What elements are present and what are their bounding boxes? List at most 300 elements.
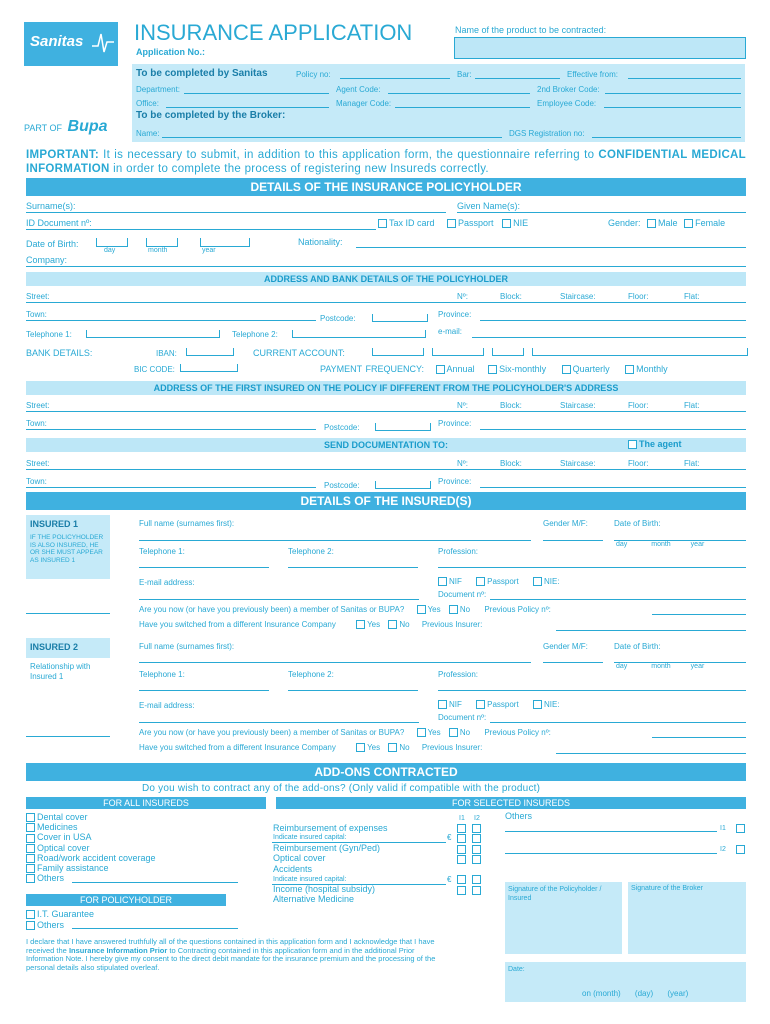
flat2-label: Flat: (684, 401, 700, 410)
income-label: Income (hospital subsidy) (273, 884, 376, 894)
broker-name-field[interactable] (162, 137, 502, 138)
six-monthly-checkbox[interactable] (488, 365, 497, 374)
broker-section-title: To be completed by the Broker: (136, 110, 286, 121)
insured1-email-label: E-mail address: (139, 578, 195, 587)
addon-item (26, 822, 156, 832)
ph-addon-label: I.T. Guarantee (37, 909, 95, 919)
insured1-previous-insurer-label: Previous Insurer: (421, 620, 483, 629)
sel-checkbox[interactable] (457, 834, 466, 843)
street2-field[interactable] (26, 411, 746, 412)
street3-label: Street: (26, 459, 50, 468)
accidents-label: Accidents (273, 863, 313, 874)
selected-addons-list (273, 843, 380, 874)
staircase-label: Staircase: (560, 292, 596, 301)
insured1-nif-label: NIF (449, 577, 462, 586)
bic-field[interactable] (180, 364, 238, 372)
insured1-switched-row (139, 620, 482, 629)
policyholder-addons-list (26, 909, 94, 930)
date-year: (year) (667, 989, 689, 998)
department-field[interactable] (184, 93, 329, 94)
broker-name-label: Name: (136, 129, 160, 138)
insured2-nie-checkbox[interactable] (533, 700, 542, 709)
col-i1: I1 (459, 815, 465, 822)
staircase2-label: Staircase: (560, 401, 596, 410)
current-account-label: CURRENT ACCOUNT: (253, 348, 345, 358)
insured2-gender-label: Gender M/F: (543, 642, 588, 651)
policy-no-label: Policy no: (296, 70, 331, 79)
first-insured-address-heading: ADDRESS OF THE FIRST INSURED ON THE POLICY IF DIFFERENT FROM THE POLICYHOLDER'S ADDRESS (26, 381, 746, 395)
addon-label: Medicines (37, 822, 78, 833)
others-i2-checkbox[interactable] (736, 845, 745, 854)
telephone2-label: Telephone 2: (232, 330, 278, 339)
policyholder-heading: DETAILS OF THE INSURANCE POLICYHOLDER (26, 178, 746, 196)
insured1-profession-field[interactable] (438, 567, 746, 568)
ph-addon-label: Others (37, 919, 65, 930)
insured2-switched-no-label: No (399, 743, 410, 752)
insured2-tel2-field[interactable] (288, 690, 418, 691)
province-field[interactable] (480, 320, 746, 321)
insured1-gender-field[interactable] (543, 540, 603, 541)
insured1-doc-options (438, 577, 560, 586)
insured2-fullname-label: Full name (surnames first): (139, 642, 235, 651)
province2-label: Province: (438, 419, 472, 428)
insured1-profession-label: Profession: (438, 547, 479, 556)
passport-label: Passport (458, 218, 494, 228)
surnames-label: Surname(s): (26, 201, 76, 211)
insured1-member-row (139, 605, 551, 614)
addon-checkbox[interactable] (26, 864, 35, 873)
insured2-tel1-label: Telephone 1: (139, 670, 185, 679)
given-names-label: Given Name(s): (457, 201, 521, 211)
account-field-1[interactable] (372, 348, 424, 356)
monthly-checkbox[interactable] (625, 365, 634, 374)
ph-addon-checkbox[interactable] (26, 921, 35, 930)
female-label: Female (695, 218, 726, 228)
sel-checkbox[interactable] (457, 875, 466, 884)
application-no: Application No.: (136, 47, 205, 57)
addon-item (26, 843, 156, 853)
insured1-gender-label: Gender M/F: (543, 519, 588, 528)
given-names-field[interactable] (457, 212, 746, 213)
no3-label: Nº: (457, 459, 468, 468)
optical-label: Optical cover (273, 853, 326, 864)
alt-med-label: Alternative Medicine (273, 894, 355, 905)
insured1-member-question: Are you now (or have you previously been) a member of Sanitas or BUPA? (139, 605, 405, 614)
block2-label: Block: (500, 401, 522, 410)
addon-item (26, 853, 156, 863)
insured1-label: INSURED 1 (30, 519, 79, 529)
quarterly-checkbox[interactable] (562, 365, 571, 374)
insured1-side-field[interactable] (26, 613, 110, 614)
street3-field[interactable] (26, 469, 746, 470)
address-bank-heading: ADDRESS AND BANK DETAILS OF THE POLICYHOLDER (26, 272, 746, 286)
insured1-dob-hints (616, 541, 704, 548)
agent-code-label: Agent Code: (336, 85, 381, 94)
addon-label: Dental cover (37, 812, 88, 822)
reimb-gyn-label: Reimbursement (Gyn/Ped) (273, 843, 381, 853)
dob-month-hint: month (148, 247, 168, 254)
insured2-gender-field[interactable] (543, 662, 603, 663)
dgs-label: DGS Registration no: (509, 129, 585, 138)
gender-options (608, 218, 725, 228)
declaration-text (26, 938, 446, 972)
dob-label: Date of Birth: (26, 239, 79, 249)
manager-code-field[interactable] (395, 107, 530, 108)
sel-checkbox[interactable] (472, 845, 481, 854)
insured1-tel2-label: Telephone 2: (288, 547, 334, 556)
male-checkbox[interactable] (647, 219, 656, 228)
nie-label: NIE (513, 218, 529, 228)
insured2-email-field[interactable] (139, 722, 419, 723)
annual-checkbox[interactable] (436, 365, 445, 374)
account-field-2[interactable] (432, 348, 484, 356)
nie-checkbox[interactable] (502, 219, 511, 228)
addon-checkbox[interactable] (26, 823, 35, 832)
insured1-member-no[interactable] (449, 605, 458, 614)
insured2-passport-checkbox[interactable] (476, 700, 485, 709)
insured2-switched-yes[interactable] (356, 743, 365, 752)
insured1-switched-yes-label: Yes (367, 620, 381, 629)
insured2-email-label: E-mail address: (139, 701, 195, 710)
insured2-switched-question: Have you switched from a different Insurance Company (139, 743, 336, 752)
euro-1: € (447, 833, 452, 842)
insured1-passport-checkbox[interactable] (476, 577, 485, 586)
insured2-side-field[interactable] (26, 736, 110, 737)
addon-label: Others (37, 873, 65, 884)
others-i1-checkbox[interactable] (736, 824, 745, 833)
sel-checkbox[interactable] (457, 824, 466, 833)
department-label: Department: (136, 85, 181, 94)
insured2-member-no[interactable] (449, 728, 458, 737)
flat3-label: Flat: (684, 459, 700, 468)
addon-checkbox[interactable] (26, 874, 35, 883)
province2-field[interactable] (480, 429, 746, 430)
product-label: Name of the product to be contracted: (455, 25, 607, 35)
insured1-switched-yes[interactable] (356, 620, 365, 629)
insured2-dob-hints (616, 663, 704, 670)
insured1-nie-label: NIE: (543, 577, 560, 586)
important-text1: It is necessary to submit, in addition to this application form, the questionnaire referring to (99, 149, 595, 161)
insured1-docno-label: Document nº: (438, 590, 487, 599)
addon-label: Cover in USA (37, 832, 92, 843)
street-field[interactable] (26, 302, 746, 303)
insured2-profession-label: Profession: (438, 670, 479, 679)
sel-checkbox[interactable] (457, 845, 466, 854)
addon-checkbox[interactable] (26, 834, 35, 843)
block-label: Block: (500, 292, 522, 301)
send-docs-title: SEND DOCUMENTATION TO: (324, 440, 448, 450)
agent-checkbox[interactable] (628, 440, 637, 449)
town-field[interactable] (26, 320, 316, 321)
email-field[interactable] (472, 337, 746, 338)
street-label: Street: (26, 292, 50, 301)
insured2-year-hint: year (690, 663, 705, 670)
signature-broker-box (628, 882, 746, 954)
nationality-label: Nationality: (298, 237, 343, 247)
insured1-member-no-label: No (459, 605, 471, 614)
insured1-docno-field[interactable] (490, 599, 746, 600)
important-lead: IMPORTANT: (26, 149, 100, 161)
selected-others-field-1[interactable] (505, 831, 717, 832)
monthly-label: Monthly (636, 364, 668, 374)
insured2-previous-policy-label: Previous Policy nº: (484, 728, 551, 737)
insured1-switched-no[interactable] (388, 620, 397, 629)
addon-item (26, 832, 156, 842)
insured2-switched-yes-label: Yes (367, 743, 381, 752)
insured1-member-yes-label: Yes (427, 605, 441, 614)
street2-label: Street: (26, 401, 50, 410)
indicate-capital-1: Indicate insured capital: (273, 834, 347, 841)
male-label: Male (658, 218, 678, 228)
sanitas-logo (24, 22, 118, 66)
heartbeat-icon (92, 30, 114, 56)
dob-month[interactable] (146, 238, 178, 247)
selected-others-field-2[interactable] (505, 853, 717, 854)
date-label: Date: (508, 966, 525, 973)
quarterly-label: Quarterly (572, 364, 610, 374)
dob-day[interactable] (96, 238, 128, 247)
floor3-label: Floor: (628, 459, 649, 468)
insured1-passport-label: Passport (487, 577, 519, 586)
insured2-docno-field[interactable] (490, 722, 746, 723)
town3-field[interactable] (26, 487, 316, 488)
insured1-nie-checkbox[interactable] (533, 577, 542, 586)
logo-text: Sanitas (30, 33, 84, 50)
indicate-capital-2: Indicate insured capital: (273, 876, 347, 883)
signature-policyholder-label: Signature of the Policyholder / Insured (508, 886, 602, 902)
province3-field[interactable] (480, 487, 746, 488)
reimbursement-label: Reimbursement of expenses (273, 823, 388, 833)
company-field[interactable] (26, 266, 746, 267)
part-of-label (24, 118, 108, 136)
important-conf: CONFIDENTIAL MEDICAL INFORMATION (26, 149, 746, 175)
insured2-label: INSURED 2 (30, 642, 79, 652)
addons-question: Do you wish to contract any of the add-ons? (Only valid if compatible with the product) (142, 783, 541, 794)
addon-checkbox[interactable] (26, 844, 35, 853)
iban-field[interactable] (186, 348, 234, 356)
important-notice (26, 148, 746, 176)
page-title: INSURANCE APPLICATION (134, 20, 413, 45)
staircase3-label: Staircase: (560, 459, 596, 468)
account-field-4[interactable] (532, 348, 748, 356)
for-policyholder-heading: FOR POLICYHOLDER (26, 894, 226, 906)
telephone2-field[interactable] (292, 330, 426, 338)
selected-addons-list-2 (273, 884, 375, 905)
declaration-part2: to Contracting contained in this application form and in the additional Prior Information Note. I hereby give my consent to the direct debit mandate for the insurance premium and the processing of the personal details also stipulated overleaf. (26, 945, 436, 972)
insured2-passport-label: Passport (487, 700, 519, 709)
euro-2: € (447, 875, 452, 884)
office-field[interactable] (166, 107, 329, 108)
telephone1-label: Telephone 1: (26, 330, 72, 339)
sel-checkbox[interactable] (472, 834, 481, 843)
date-month: on (month) (582, 989, 621, 998)
insured2-previous-insurer-field[interactable] (556, 753, 746, 754)
effective-from-field[interactable] (628, 78, 741, 79)
ph-addon-checkbox[interactable] (26, 910, 35, 919)
addons-heading: ADD-ONS CONTRACTED (26, 763, 746, 781)
female-checkbox[interactable] (684, 219, 693, 228)
insured2-member-yes[interactable] (417, 728, 426, 737)
part-of-text: PART OF (24, 123, 63, 133)
insured1-month-hint: month (651, 541, 671, 548)
insureds-heading: DETAILS OF THE INSURED(S) (26, 492, 746, 510)
addon-item (26, 863, 156, 873)
addon-label: Optical cover (37, 842, 90, 853)
town-label: Town: (26, 310, 47, 319)
insured2-switched-no[interactable] (388, 743, 397, 752)
account-field-3[interactable] (492, 348, 524, 356)
office-label: Office: (136, 99, 159, 108)
insured2-nie-label: NIE: (543, 700, 560, 709)
date-parts (582, 989, 688, 998)
insured1-tel2-field[interactable] (288, 567, 418, 568)
town2-field[interactable] (26, 429, 316, 430)
surnames-field[interactable] (26, 212, 446, 213)
product-input[interactable] (454, 37, 746, 59)
insured2-docno-label: Document nº: (438, 713, 487, 722)
postcode3-label-visible: Postcode: (324, 481, 360, 490)
postcode-label: Postcode: (320, 314, 356, 323)
broker2-code-field[interactable] (605, 93, 741, 94)
insured2-month-hint: month (651, 663, 671, 670)
id-doc-label: ID Document nº: (26, 218, 92, 228)
gender-label: Gender: (608, 218, 641, 228)
employee-code-label: Employee Code: (537, 99, 597, 108)
signature-broker-label: Signature of the Broker (631, 885, 703, 892)
insured2-tel1-field[interactable] (139, 690, 269, 691)
insured1-previous-policy-field[interactable] (652, 614, 746, 615)
payment-frequency-label: PAYMENT FREQUENCY: (320, 364, 425, 374)
insured1-email-field[interactable] (139, 599, 419, 600)
id-type-options (378, 218, 528, 228)
no-label: Nº: (457, 292, 468, 301)
id-doc-field[interactable] (26, 229, 376, 230)
insured1-fullname-label: Full name (surnames first): (139, 519, 235, 528)
others-i2: I2 (720, 846, 726, 853)
addon-checkbox[interactable] (26, 813, 35, 822)
insured1-previous-policy-label: Previous Policy nº: (484, 605, 551, 614)
insured2-member-no-label: No (459, 728, 471, 737)
important-text2: in order to complete the process of registering new Insureds correctly. (109, 163, 489, 175)
insured1-tel1-label: Telephone 1: (139, 547, 185, 556)
relationship-label: Relationship with Insured 1 (30, 662, 91, 681)
addon-label: Family assistance (37, 863, 109, 874)
dob-day-hint: day (104, 247, 116, 254)
insured2-previous-policy-field[interactable] (652, 737, 746, 738)
payment-frequency (320, 364, 668, 374)
for-all-heading: FOR ALL INSUREDS (26, 797, 266, 809)
others-i1: I1 (720, 825, 726, 832)
addon-item (26, 812, 156, 822)
insured1-fullname-field[interactable] (139, 540, 531, 541)
insured1-tel1-field[interactable] (139, 567, 269, 568)
insured2-switched-row (139, 743, 482, 752)
insured2-previous-insurer-label: Previous Insurer: (421, 743, 483, 752)
postcode2-field[interactable] (375, 423, 431, 431)
bupa-logo: Bupa (67, 118, 108, 135)
insured1-note: IF THE POLICYHOLDER IS ALSO INSURED, HE OR SHE MUST APPEAR AS INSURED 1 (30, 534, 104, 564)
email-label: e-mail: (438, 327, 463, 336)
addon-checkbox[interactable] (26, 854, 35, 863)
selected-others-label: Others (505, 811, 533, 821)
policy-no-field[interactable] (340, 78, 450, 79)
sel-checkbox[interactable] (472, 875, 481, 884)
declaration-bold: Insurance Information Prior (68, 945, 168, 955)
sel-checkbox[interactable] (457, 855, 466, 864)
ph-addon-item (26, 909, 94, 920)
ph-others-field[interactable] (72, 928, 238, 929)
nationality-field[interactable] (356, 247, 746, 248)
insured2-member-row (139, 728, 551, 737)
employee-code-field[interactable] (604, 107, 741, 108)
declaration-part1: I declare that I have answered truthfully all of the questions contained in this application form and I acknowledge that I have received the (26, 937, 435, 955)
postcode3-field[interactable] (375, 481, 431, 489)
insured2-doc-options (438, 700, 560, 709)
dgs-field[interactable] (592, 137, 741, 138)
for-selected-heading: FOR SELECTED INSUREDS (276, 797, 746, 809)
telephone1-field[interactable] (86, 330, 220, 338)
insured2-nif-label: NIF (449, 700, 462, 709)
sel-checkbox[interactable] (472, 855, 481, 864)
province-label: Province: (438, 310, 472, 319)
agent-label: The agent (639, 439, 682, 449)
sanitas-section-title: To be completed by Sanitas (136, 68, 268, 79)
sel-checkbox[interactable] (457, 886, 466, 895)
insured1-switched-no-label: No (399, 620, 410, 629)
tax-id-checkbox[interactable] (378, 219, 387, 228)
all-others-field[interactable] (72, 882, 238, 883)
province3-label: Province: (438, 477, 472, 486)
col-i2: I2 (474, 815, 480, 822)
dob-year[interactable] (200, 238, 250, 247)
six-monthly-label: Six-monthly (499, 364, 547, 374)
selected-checkbox-grid (457, 823, 487, 895)
block3-label: Block: (500, 459, 522, 468)
insured2-member-yes-label: Yes (427, 728, 441, 737)
insured2-fullname-field[interactable] (139, 662, 531, 663)
sel-checkbox[interactable] (472, 886, 481, 895)
passport-checkbox[interactable] (447, 219, 456, 228)
company-label: Company: (26, 255, 68, 265)
insured2-profession-field[interactable] (438, 690, 746, 691)
broker2-code-label: 2nd Broker Code: (537, 85, 600, 94)
bar-field[interactable] (475, 78, 560, 79)
insured1-switched-question: Have you switched from a different Insurance Company (139, 620, 336, 629)
no2-label: Nº: (457, 401, 468, 410)
insured2-nif-checkbox[interactable] (438, 700, 447, 709)
insured1-nif-checkbox[interactable] (438, 577, 447, 586)
town3-label: Town: (26, 477, 47, 486)
insured1-member-yes[interactable] (417, 605, 426, 614)
agent-code-field[interactable] (388, 93, 530, 94)
insured1-year-hint: year (690, 541, 705, 548)
postcode-field[interactable] (372, 314, 428, 322)
addon-label: Road/work accident coverage (37, 852, 156, 863)
insured2-dob-label: Date of Birth: (614, 642, 661, 651)
flat-label: Flat: (684, 292, 700, 301)
bic-label: BIC CODE: (134, 365, 175, 374)
dob-year-hint: year (202, 247, 216, 254)
postcode2-label: Postcode: (324, 423, 360, 432)
insured1-previous-insurer-field[interactable] (556, 630, 746, 631)
insured2-day-hint: day (616, 663, 628, 670)
town2-label: Town: (26, 419, 47, 428)
insured1-day-hint: day (616, 541, 628, 548)
bar-label: Bar: (457, 70, 472, 79)
annual-label: Annual (446, 364, 475, 374)
sel-checkbox[interactable] (472, 824, 481, 833)
insured2-tel2-label: Telephone 2: (288, 670, 334, 679)
